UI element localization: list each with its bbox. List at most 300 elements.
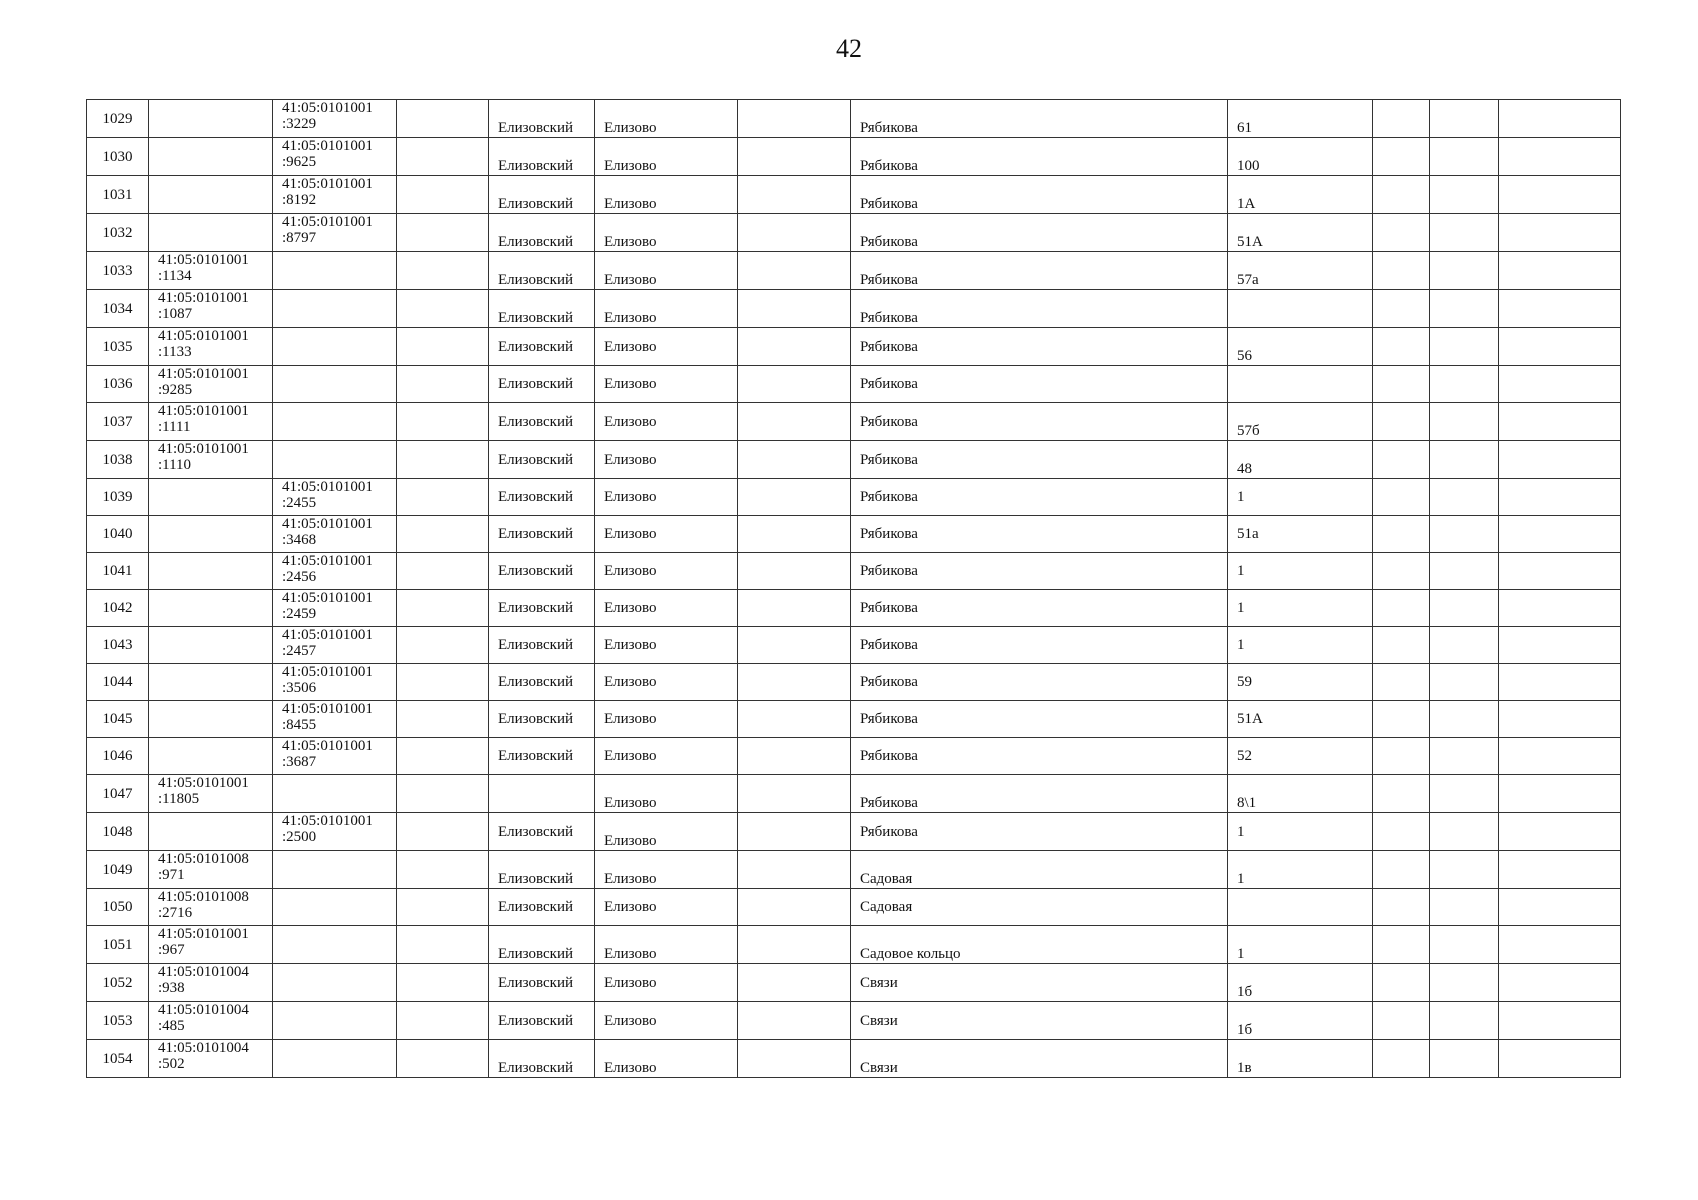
cadastral-number-2-cell xyxy=(273,328,397,366)
street-cell-text: Рябикова xyxy=(860,338,918,355)
cadastral-number-1-cell xyxy=(149,1002,273,1040)
cadastral-number-2-cell-text: 41:05:0101001 xyxy=(282,701,373,717)
row-number-cell-text: 1042 xyxy=(102,600,133,616)
row-number-cell-text: 1054 xyxy=(102,1050,133,1067)
table-row xyxy=(87,813,1621,851)
district-cell-text: Елизовский xyxy=(498,489,574,505)
district-cell-text: Елизовский xyxy=(498,310,574,326)
city-cell-text: Елизово xyxy=(604,196,657,212)
empty-cell xyxy=(1430,627,1499,664)
district-cell xyxy=(489,553,595,590)
cadastral-number-2-cell xyxy=(273,214,397,252)
city-cell xyxy=(595,441,738,479)
table-row xyxy=(87,627,1621,664)
row-number-cell-text: 1045 xyxy=(102,711,133,727)
empty-cell xyxy=(1499,176,1621,214)
house-number-cell xyxy=(1228,664,1373,701)
street-cell-text: Рябикова xyxy=(860,711,918,727)
empty-cell xyxy=(1430,889,1499,926)
city-cell-text: Елизово xyxy=(604,158,657,174)
district-cell-text: Елизовский xyxy=(498,196,574,212)
city-cell xyxy=(595,851,738,889)
street-cell-text: Рябикова xyxy=(860,563,918,579)
cadastral-number-2-cell xyxy=(273,813,397,851)
row-number-cell xyxy=(87,590,149,627)
row-number-cell-text: 1040 xyxy=(102,526,133,542)
street-cell xyxy=(851,889,1228,926)
cadastral-number-1-cell-text: 41:05:0101008 xyxy=(158,851,249,867)
empty-cell xyxy=(738,1002,851,1040)
cadastral-number-2-cell-text: 41:05:0101001 xyxy=(282,176,373,192)
empty-cell xyxy=(1430,813,1499,851)
city-cell xyxy=(595,701,738,738)
district-cell xyxy=(489,516,595,553)
cadastral-number-2-cell xyxy=(273,516,397,553)
city-cell xyxy=(595,1002,738,1040)
row-number-cell-text: 1053 xyxy=(102,1012,133,1029)
cadastral-number-2-cell xyxy=(273,100,397,138)
row-number-cell-text: 1048 xyxy=(102,823,133,840)
empty-cell xyxy=(1373,100,1430,138)
cadastral-number-2-cell xyxy=(273,290,397,328)
cadastral-number-2-cell-text: 41:05:0101001 xyxy=(282,553,373,569)
house-number-cell-text: 51а xyxy=(1237,526,1259,542)
empty-cell xyxy=(1373,664,1430,701)
city-cell-text: Елизово xyxy=(604,120,657,136)
empty-cell xyxy=(1373,738,1430,775)
house-number-cell xyxy=(1228,889,1373,926)
city-cell-text: Елизово xyxy=(604,674,657,690)
district-cell xyxy=(489,252,595,290)
row-number-cell xyxy=(87,1002,149,1040)
city-cell xyxy=(595,366,738,403)
cadastral-number-2-cell xyxy=(273,738,397,775)
row-number-cell xyxy=(87,1040,149,1078)
row-number-cell xyxy=(87,516,149,553)
house-number-cell-text: 8\1 xyxy=(1237,795,1257,811)
street-cell xyxy=(851,627,1228,664)
district-cell-text: Елизовский xyxy=(498,748,574,764)
city-cell xyxy=(595,775,738,813)
city-cell-text: Елизово xyxy=(604,376,657,392)
house-number-cell xyxy=(1228,590,1373,627)
cadastral-number-1-cell-text: :485 xyxy=(158,1018,185,1034)
empty-cell xyxy=(397,1002,489,1040)
empty-cell xyxy=(1430,252,1499,290)
empty-cell xyxy=(1499,813,1621,851)
cadastral-number-1-cell-text: :1087 xyxy=(158,306,193,322)
cadastral-number-1-cell-text: :2716 xyxy=(158,905,193,921)
empty-cell xyxy=(738,214,851,252)
table-row xyxy=(87,775,1621,813)
house-number-cell xyxy=(1228,403,1373,441)
empty-cell xyxy=(1499,403,1621,441)
house-number-cell xyxy=(1228,1040,1373,1078)
street-cell xyxy=(851,738,1228,775)
empty-cell xyxy=(1373,590,1430,627)
cadastral-number-2-cell-text: :3687 xyxy=(282,754,317,770)
street-cell xyxy=(851,851,1228,889)
empty-cell xyxy=(1430,290,1499,328)
cadastral-number-2-cell-text: :9625 xyxy=(282,154,317,170)
row-number-cell-text: 1043 xyxy=(102,637,133,653)
row-number-cell-text: 1051 xyxy=(102,936,133,953)
city-cell-text: Елизово xyxy=(604,338,657,355)
row-number-cell xyxy=(87,328,149,366)
empty-cell xyxy=(1499,214,1621,252)
cadastral-number-1-cell xyxy=(149,328,273,366)
row-number-cell-text: 1029 xyxy=(102,110,133,127)
table-row xyxy=(87,553,1621,590)
street-cell xyxy=(851,366,1228,403)
page-number: 42 xyxy=(836,34,862,63)
empty-cell xyxy=(397,1040,489,1078)
empty-cell xyxy=(1430,176,1499,214)
cadastral-number-2-cell-text: :3506 xyxy=(282,680,317,696)
cadastral-number-2-cell xyxy=(273,1040,397,1078)
district-cell-text: Елизовский xyxy=(498,376,574,392)
cadastral-number-1-cell-text: :1111 xyxy=(158,419,191,435)
cadastral-number-1-cell-text: 41:05:0101001 xyxy=(158,775,249,791)
cadastral-number-1-cell-text: :1134 xyxy=(158,268,192,284)
house-number-cell xyxy=(1228,479,1373,516)
table-row xyxy=(87,441,1621,479)
empty-cell xyxy=(738,441,851,479)
district-cell-text: Елизовский xyxy=(498,338,574,355)
cadastral-number-1-cell-text: :1133 xyxy=(158,344,192,360)
empty-cell xyxy=(738,328,851,366)
street-cell-text: Рябикова xyxy=(860,489,918,505)
empty-cell xyxy=(1373,516,1430,553)
empty-cell xyxy=(1499,627,1621,664)
house-number-cell xyxy=(1228,775,1373,813)
empty-cell xyxy=(1430,926,1499,964)
district-cell xyxy=(489,441,595,479)
house-number-cell xyxy=(1228,1002,1373,1040)
cadastral-number-2-cell xyxy=(273,590,397,627)
empty-cell xyxy=(397,176,489,214)
street-cell xyxy=(851,701,1228,738)
city-cell xyxy=(595,627,738,664)
house-number-cell-text: 1 xyxy=(1237,489,1245,505)
table-row xyxy=(87,252,1621,290)
cadastral-number-1-cell xyxy=(149,813,273,851)
empty-cell xyxy=(1373,851,1430,889)
cadastral-number-2-cell xyxy=(273,479,397,516)
house-number-cell-text: 1 xyxy=(1237,563,1245,579)
empty-cell xyxy=(397,775,489,813)
cadastral-number-1-cell-text: :11805 xyxy=(158,791,200,807)
district-cell-text: Елизовский xyxy=(498,1012,574,1029)
street-cell-text: Рябикова xyxy=(860,272,918,288)
street-cell-text: Рябикова xyxy=(860,526,918,542)
empty-cell xyxy=(1499,738,1621,775)
empty-cell xyxy=(738,851,851,889)
house-number-cell xyxy=(1228,851,1373,889)
street-cell xyxy=(851,664,1228,701)
street-cell xyxy=(851,441,1228,479)
row-number-cell-text: 1037 xyxy=(102,413,133,430)
row-number-cell xyxy=(87,479,149,516)
row-number-cell-text: 1032 xyxy=(102,224,133,241)
district-cell xyxy=(489,590,595,627)
empty-cell xyxy=(1373,627,1430,664)
empty-cell xyxy=(1373,441,1430,479)
empty-cell xyxy=(1430,516,1499,553)
street-cell-text: Связи xyxy=(860,1012,898,1029)
empty-cell xyxy=(397,214,489,252)
table-row xyxy=(87,964,1621,1002)
empty-cell xyxy=(1499,516,1621,553)
district-cell xyxy=(489,176,595,214)
cadastral-number-1-cell xyxy=(149,738,273,775)
street-cell xyxy=(851,553,1228,590)
district-cell xyxy=(489,366,595,403)
cadastral-number-1-cell xyxy=(149,964,273,1002)
empty-cell xyxy=(738,701,851,738)
empty-cell xyxy=(738,252,851,290)
cadastral-number-2-cell xyxy=(273,889,397,926)
house-number-cell-text: 1 xyxy=(1237,637,1245,653)
city-cell xyxy=(595,290,738,328)
city-cell-text: Елизово xyxy=(604,310,657,326)
empty-cell xyxy=(397,664,489,701)
district-cell-text: Елизовский xyxy=(498,234,574,250)
street-cell xyxy=(851,964,1228,1002)
house-number-cell xyxy=(1228,252,1373,290)
empty-cell xyxy=(1373,813,1430,851)
table-row xyxy=(87,590,1621,627)
cadastral-number-2-cell-text: 41:05:0101001 xyxy=(282,138,373,154)
cadastral-number-1-cell-text: 41:05:0101001 xyxy=(158,441,249,457)
cadastral-number-2-cell-text: 41:05:0101001 xyxy=(282,100,373,116)
city-cell-text: Елизово xyxy=(604,451,657,468)
cadastral-number-2-cell-text: :3229 xyxy=(282,116,317,132)
street-cell xyxy=(851,775,1228,813)
empty-cell xyxy=(1430,738,1499,775)
street-cell xyxy=(851,176,1228,214)
row-number-cell xyxy=(87,889,149,926)
row-number-cell-text: 1047 xyxy=(102,785,133,802)
house-number-cell-text: 57а xyxy=(1237,272,1259,288)
house-number-cell xyxy=(1228,701,1373,738)
row-number-cell xyxy=(87,252,149,290)
empty-cell xyxy=(738,176,851,214)
house-number-cell-text: 100 xyxy=(1237,158,1260,174)
empty-cell xyxy=(1499,479,1621,516)
cadastral-number-1-cell xyxy=(149,701,273,738)
row-number-cell xyxy=(87,553,149,590)
empty-cell xyxy=(738,775,851,813)
city-cell-text: Елизово xyxy=(604,489,657,505)
cadastral-number-2-cell xyxy=(273,775,397,813)
street-cell xyxy=(851,1040,1228,1078)
city-cell xyxy=(595,1040,738,1078)
cadastral-number-1-cell-text: 41:05:0101001 xyxy=(158,403,249,419)
cadastral-number-1-cell xyxy=(149,926,273,964)
cadastral-number-2-cell xyxy=(273,926,397,964)
street-cell-text: Связи xyxy=(860,1060,898,1076)
row-number-cell-text: 1039 xyxy=(102,489,133,505)
street-cell-text: Садовая xyxy=(860,871,913,887)
empty-cell xyxy=(1430,775,1499,813)
table-row xyxy=(87,290,1621,328)
table-row xyxy=(87,1002,1621,1040)
row-number-cell-text: 1049 xyxy=(102,861,133,878)
empty-cell xyxy=(738,964,851,1002)
cadastral-number-2-cell-text: :2500 xyxy=(282,829,317,845)
cadastral-number-1-cell-text: 41:05:0101008 xyxy=(158,889,249,905)
empty-cell xyxy=(1373,176,1430,214)
row-number-cell xyxy=(87,214,149,252)
street-cell-text: Рябикова xyxy=(860,795,918,811)
street-cell-text: Рябикова xyxy=(860,674,918,690)
city-cell-text: Елизово xyxy=(604,946,657,962)
city-cell-text: Елизово xyxy=(604,600,657,616)
house-number-cell xyxy=(1228,366,1373,403)
empty-cell xyxy=(397,441,489,479)
empty-cell xyxy=(1373,926,1430,964)
empty-cell xyxy=(1499,290,1621,328)
empty-cell xyxy=(738,1040,851,1078)
cadastral-number-2-cell-text: :2459 xyxy=(282,606,317,622)
cadastral-number-2-cell-text: :8455 xyxy=(282,717,317,733)
table-row xyxy=(87,516,1621,553)
row-number-cell-text: 1044 xyxy=(102,674,133,690)
table-row xyxy=(87,701,1621,738)
empty-cell xyxy=(1499,366,1621,403)
empty-cell xyxy=(397,403,489,441)
empty-cell xyxy=(1499,590,1621,627)
district-cell xyxy=(489,1002,595,1040)
city-cell xyxy=(595,403,738,441)
cadastral-number-2-cell-text: 41:05:0101001 xyxy=(282,738,373,754)
cadastral-number-2-cell-text: :3468 xyxy=(282,532,317,548)
city-cell-text: Елизово xyxy=(604,1060,657,1076)
empty-cell xyxy=(397,479,489,516)
district-cell-text: Елизовский xyxy=(498,974,574,991)
cadastral-number-1-cell-text: 41:05:0101004 xyxy=(158,1002,249,1018)
cadastral-number-1-cell xyxy=(149,590,273,627)
city-cell xyxy=(595,553,738,590)
empty-cell xyxy=(1499,252,1621,290)
empty-cell xyxy=(1430,479,1499,516)
empty-cell xyxy=(738,553,851,590)
empty-cell xyxy=(1499,328,1621,366)
cadastral-number-2-cell-text: :2457 xyxy=(282,643,317,659)
empty-cell xyxy=(1499,553,1621,590)
cadastral-number-1-cell-text: :9285 xyxy=(158,382,193,398)
cadastral-number-1-cell-text: 41:05:0101001 xyxy=(158,926,249,942)
cadastral-number-1-cell xyxy=(149,138,273,176)
cadastral-number-1-cell xyxy=(149,403,273,441)
empty-cell xyxy=(1430,590,1499,627)
cadastral-number-2-cell-text: 41:05:0101001 xyxy=(282,813,373,829)
cadastral-number-2-cell-text: 41:05:0101001 xyxy=(282,516,373,532)
house-number-cell xyxy=(1228,964,1373,1002)
city-cell xyxy=(595,176,738,214)
cadastral-number-2-cell-text: 41:05:0101001 xyxy=(282,590,373,606)
house-number-cell xyxy=(1228,516,1373,553)
city-cell-text: Елизово xyxy=(604,1012,657,1029)
row-number-cell-text: 1034 xyxy=(102,300,133,317)
cadastral-number-1-cell xyxy=(149,479,273,516)
street-cell xyxy=(851,479,1228,516)
cadastral-number-2-cell-text: :8797 xyxy=(282,230,317,246)
row-number-cell-text: 1036 xyxy=(102,376,133,392)
cadastral-number-1-cell xyxy=(149,851,273,889)
empty-cell xyxy=(738,479,851,516)
row-number-cell-text: 1041 xyxy=(102,563,133,579)
district-cell-text: Елизовский xyxy=(498,674,574,690)
district-cell-text: Елизовский xyxy=(498,1060,574,1076)
district-cell xyxy=(489,627,595,664)
cadastral-number-2-cell-text: 41:05:0101001 xyxy=(282,627,373,643)
district-cell xyxy=(489,964,595,1002)
street-cell xyxy=(851,590,1228,627)
street-cell xyxy=(851,813,1228,851)
house-number-cell-text: 59 xyxy=(1237,674,1252,690)
district-cell-text: Елизовский xyxy=(498,711,574,727)
district-cell xyxy=(489,290,595,328)
table-body xyxy=(87,100,1621,1078)
city-cell xyxy=(595,479,738,516)
table-row xyxy=(87,889,1621,926)
district-cell xyxy=(489,100,595,138)
district-cell xyxy=(489,328,595,366)
row-number-cell xyxy=(87,441,149,479)
cadastral-number-1-cell-text: 41:05:0101004 xyxy=(158,1040,249,1056)
row-number-cell xyxy=(87,701,149,738)
cadastral-number-2-cell xyxy=(273,441,397,479)
empty-cell xyxy=(1499,775,1621,813)
row-number-cell xyxy=(87,775,149,813)
cadastral-number-1-cell-text: 41:05:0101001 xyxy=(158,252,249,268)
district-cell xyxy=(489,851,595,889)
table-row xyxy=(87,1040,1621,1078)
house-number-cell-text: 1 xyxy=(1237,823,1245,840)
district-cell-text: Елизовский xyxy=(498,563,574,579)
city-cell xyxy=(595,889,738,926)
city-cell-text: Елизово xyxy=(604,871,657,887)
district-cell xyxy=(489,701,595,738)
district-cell-text: Елизовский xyxy=(498,899,574,915)
empty-cell xyxy=(397,701,489,738)
cadastral-number-2-cell-text: :2455 xyxy=(282,495,317,511)
cadastral-number-1-cell-text: :967 xyxy=(158,942,185,958)
city-cell xyxy=(595,813,738,851)
empty-cell xyxy=(1499,926,1621,964)
house-number-cell-text: 57б xyxy=(1237,423,1260,439)
empty-cell xyxy=(1373,138,1430,176)
cadastral-number-1-cell xyxy=(149,176,273,214)
empty-cell xyxy=(397,516,489,553)
house-number-cell-text: 1А xyxy=(1237,196,1256,212)
house-number-cell xyxy=(1228,813,1373,851)
empty-cell xyxy=(397,627,489,664)
cadastral-number-1-cell xyxy=(149,775,273,813)
row-number-cell-text: 1031 xyxy=(102,186,133,203)
table-row xyxy=(87,738,1621,775)
empty-cell xyxy=(397,926,489,964)
empty-cell xyxy=(1499,138,1621,176)
cadastral-number-1-cell xyxy=(149,290,273,328)
street-cell-text: Садовая xyxy=(860,899,913,915)
house-number-cell xyxy=(1228,553,1373,590)
house-number-cell xyxy=(1228,138,1373,176)
house-number-cell xyxy=(1228,214,1373,252)
row-number-cell xyxy=(87,926,149,964)
